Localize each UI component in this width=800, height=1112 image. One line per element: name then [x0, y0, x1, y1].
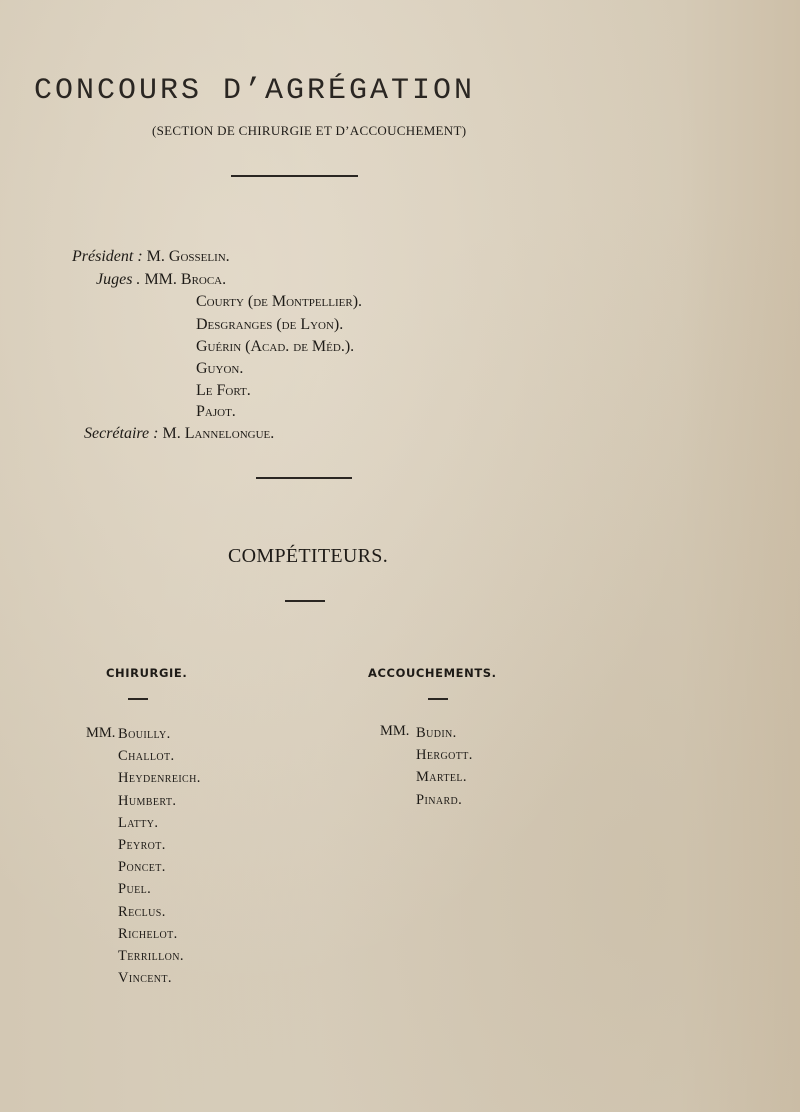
judge-name: Courty (de Montpellier).: [196, 293, 363, 310]
chirurgie-list: [118, 723, 201, 989]
list-item: Poncet.: [118, 859, 166, 876]
list-item: Budin.: [416, 725, 457, 741]
judges-prefix: MM.: [144, 271, 177, 288]
list-item: Reclus.: [118, 903, 166, 920]
accouchements-list: [416, 722, 473, 811]
page-title: CONCOURS D’AGRÉGATION: [34, 74, 476, 108]
judge-name: Broca.: [180, 271, 227, 288]
secretary-name: Lannelongue.: [184, 425, 275, 442]
accouchements-heading: ACCOUCHEMENTS.: [368, 666, 497, 680]
competitors-divider: [285, 600, 325, 602]
list-item: Pinard.: [416, 791, 463, 808]
judge-name: Guérin (Acad. de Méd.).: [196, 338, 355, 355]
list-item: Peyrot.: [118, 836, 166, 853]
secretary-label: Secrétaire :: [84, 425, 159, 442]
list-item: Humbert.: [118, 792, 177, 809]
list-item: Bouilly.: [118, 726, 171, 742]
list-item: Latty.: [118, 814, 159, 831]
list-item: Terrillon.: [118, 947, 184, 964]
judges-label: Juges .: [96, 271, 141, 288]
list-item: Challot.: [118, 748, 175, 765]
judge-name: Pajot.: [196, 403, 236, 420]
accouchements-dash: [428, 698, 448, 700]
president-name: Gosselin.: [168, 248, 230, 265]
accouchements-prefix: MM.: [380, 723, 410, 739]
list-item: Hergott.: [416, 747, 473, 764]
list-item: Martel.: [416, 769, 467, 786]
judges-line: [96, 271, 226, 289]
secretary-line: [84, 425, 274, 443]
chirurgie-heading: CHIRURGIE.: [106, 666, 188, 680]
judge-name: Guyon.: [196, 360, 244, 377]
president-label: Président :: [72, 248, 143, 265]
list-item: Vincent.: [118, 970, 172, 987]
jury-divider: [256, 477, 352, 479]
chirurgie-dash: [128, 698, 148, 700]
list-item: Puel.: [118, 881, 152, 898]
judge-name: Desgranges (de Lyon).: [196, 316, 344, 333]
competitors-heading: COMPÉTITEURS.: [228, 545, 389, 567]
title-divider: [231, 175, 358, 177]
secretary-prefix: M.: [162, 425, 181, 442]
president-prefix: M.: [146, 248, 165, 265]
chirurgie-prefix: MM.: [86, 725, 116, 741]
list-item: Heydenreich.: [118, 770, 201, 787]
list-item: Richelot.: [118, 925, 178, 942]
president-line: [72, 248, 230, 266]
page-subtitle: (SECTION DE CHIRURGIE ET D’ACCOUCHEMENT): [152, 123, 467, 138]
judge-name: Le Fort.: [196, 382, 251, 399]
